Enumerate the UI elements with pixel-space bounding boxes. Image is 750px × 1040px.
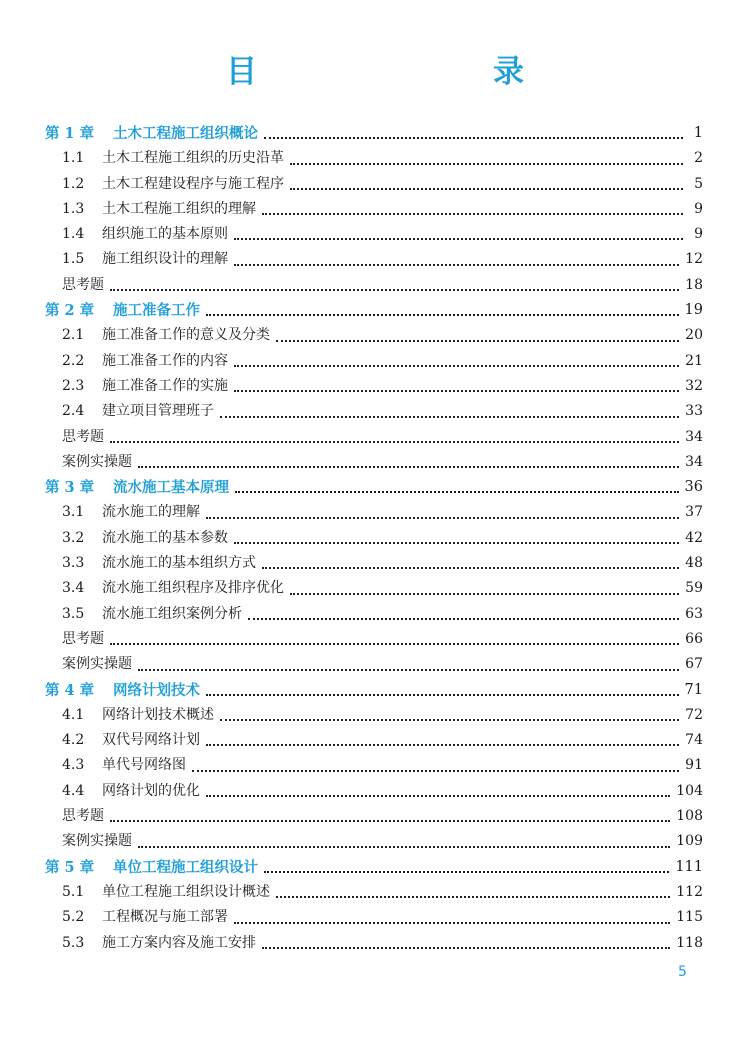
toc-entry-number: 2.1: [62, 327, 85, 344]
toc-entry-page: 12: [685, 251, 703, 268]
toc-entry-number: 1.2: [62, 175, 85, 192]
toc-entry-number: 3.1: [62, 504, 85, 521]
toc-section-entry[interactable]: [45, 349, 703, 374]
toc-entry-label: 组织施工的基本原则: [102, 226, 228, 243]
toc-entry-page: 32: [685, 377, 703, 394]
toc-entry-page: 9: [694, 200, 703, 217]
toc-entry-number: 5.3: [62, 934, 85, 951]
toc-extra-entry[interactable]: [45, 273, 703, 298]
dot-leader: [220, 416, 679, 418]
toc-entry-page: 18: [685, 276, 703, 293]
toc-section-entry[interactable]: [45, 728, 703, 753]
dot-leader: [138, 669, 679, 671]
toc-entry-number: 1.3: [62, 200, 85, 217]
toc-entry-number: 5.2: [62, 909, 85, 926]
dot-leader: [206, 314, 679, 316]
toc-entry-number: 2.4: [62, 403, 85, 420]
toc-entry-number: 4.1: [62, 706, 85, 723]
toc-chapter-entry[interactable]: [45, 855, 703, 880]
toc-extra-entry[interactable]: [45, 804, 703, 829]
toc-section-entry[interactable]: [45, 247, 703, 272]
dot-leader: [138, 846, 670, 848]
dot-leader: [192, 770, 679, 772]
toc-entry-number: 第 1 章: [45, 125, 95, 142]
table-of-contents: [45, 121, 703, 956]
toc-extra-entry[interactable]: [45, 652, 703, 677]
toc-entry-page: 91: [685, 757, 703, 774]
toc-entry-label: 案例实操题: [62, 453, 132, 470]
toc-entry-label: 土木工程施工组织概论: [113, 125, 258, 142]
toc-entry-label: 单位工程施工组织设计: [113, 858, 258, 876]
toc-entry-label: 流水施工组织案例分析: [102, 605, 242, 622]
toc-entry-label: 土木工程建设程序与施工程序: [102, 175, 284, 192]
toc-entry-number: 1.1: [62, 150, 85, 167]
toc-extra-entry[interactable]: [45, 627, 703, 652]
toc-entry-number: 第 3 章: [45, 479, 95, 497]
toc-entry-page: 1: [693, 125, 703, 141]
toc-entry-label: 单位工程施工组织设计概述: [102, 883, 270, 900]
toc-entry-page: 48: [685, 555, 703, 572]
toc-entry-label: 单代号网络图: [102, 757, 186, 774]
toc-entry-number: 第 4 章: [45, 681, 95, 699]
toc-section-entry[interactable]: [45, 880, 703, 905]
toc-entry-label: 案例实操题: [62, 656, 132, 673]
toc-entry-label: 土木工程施工组织的历史沿革: [102, 150, 284, 167]
toc-entry-number: 1.5: [62, 251, 85, 268]
toc-entry-page: 108: [676, 808, 703, 825]
dot-leader: [262, 213, 683, 215]
toc-entry-number: 4.3: [62, 757, 85, 774]
toc-entry-page: 63: [685, 605, 703, 622]
toc-entry-number: 5.1: [62, 883, 85, 900]
dot-leader: [206, 795, 670, 797]
dot-leader: [290, 593, 679, 595]
dot-leader: [110, 441, 679, 443]
toc-entry-page: 19: [684, 302, 703, 319]
toc-entry-number: 3.4: [62, 580, 85, 597]
toc-entry-label: 施工方案内容及施工安排: [102, 934, 256, 951]
dot-leader: [206, 744, 679, 746]
toc-section-entry[interactable]: [45, 222, 703, 247]
toc-entry-label: 流水施工的基本组织方式: [102, 555, 256, 572]
toc-entry-page: 112: [676, 883, 703, 900]
toc-section-entry[interactable]: [45, 197, 703, 222]
toc-entry-page: 37: [685, 504, 703, 521]
dot-leader: [234, 238, 683, 240]
dot-leader: [264, 871, 669, 873]
dot-leader: [235, 491, 679, 493]
toc-section-entry[interactable]: [45, 602, 703, 627]
toc-entry-page: 21: [685, 352, 703, 369]
toc-entry-page: 67: [685, 656, 703, 673]
toc-section-entry[interactable]: [45, 500, 703, 525]
dot-leader: [264, 137, 683, 139]
toc-entry-number: 3.5: [62, 605, 85, 622]
toc-section-entry[interactable]: [45, 753, 703, 778]
toc-section-entry[interactable]: [45, 551, 703, 576]
toc-entry-label: 网络计划技术概述: [102, 706, 214, 723]
dot-leader: [234, 365, 679, 367]
toc-section-entry[interactable]: [45, 323, 703, 348]
toc-entry-page: 66: [685, 630, 703, 647]
toc-entry-label: 流水施工的理解: [102, 504, 200, 521]
toc-entry-label: 案例实操题: [62, 833, 132, 850]
dot-leader: [262, 567, 679, 569]
dot-leader: [220, 719, 679, 721]
dot-leader: [276, 896, 670, 898]
toc-entry-label: 施工准备工作: [113, 302, 200, 320]
toc-entry-label: 网络计划技术: [113, 681, 200, 699]
toc-entry-page: 111: [675, 858, 703, 875]
toc-entry-number: 3.3: [62, 555, 85, 572]
toc-entry-page: 34: [685, 453, 703, 470]
toc-entry-label: 建立项目管理班子: [102, 403, 214, 420]
page-title: 目 录: [226, 54, 582, 90]
toc-entry-label: 流水施工组织程序及排序优化: [102, 580, 284, 597]
toc-entry-page: 109: [676, 833, 703, 850]
dot-leader: [110, 289, 679, 291]
toc-chapter-entry[interactable]: [45, 298, 703, 323]
toc-entry-page: 36: [684, 479, 703, 496]
toc-entry-page: 5: [694, 175, 703, 192]
toc-entry-page: 20: [685, 327, 703, 344]
toc-entry-number: 第 2 章: [45, 302, 95, 320]
toc-entry-label: 网络计划的优化: [102, 782, 200, 799]
dot-leader: [234, 542, 679, 544]
toc-chapter-entry[interactable]: [45, 475, 703, 500]
toc-entry-label: 工程概况与施工部署: [102, 909, 228, 926]
toc-entry-label: 土木工程施工组织的理解: [102, 200, 256, 217]
toc-entry-page: 115: [676, 909, 703, 926]
toc-entry-label: 思考题: [62, 808, 104, 825]
toc-entry-label: 施工组织设计的理解: [102, 251, 228, 268]
dot-leader: [110, 820, 670, 822]
dot-leader: [206, 694, 679, 696]
toc-entry-label: 施工准备工作的内容: [102, 352, 228, 369]
dot-leader: [234, 922, 670, 924]
toc-section-entry[interactable]: [45, 931, 703, 956]
dot-leader: [290, 163, 683, 165]
toc-entry-label: 双代号网络计划: [102, 732, 200, 749]
toc-section-entry[interactable]: [45, 703, 703, 728]
toc-entry-number: 2.3: [62, 377, 85, 394]
toc-chapter-entry[interactable]: [45, 678, 703, 703]
toc-entry-page: 9: [694, 226, 703, 243]
toc-entry-number: 3.2: [62, 529, 85, 546]
dot-leader: [234, 390, 679, 392]
dot-leader: [110, 643, 679, 645]
toc-section-entry[interactable]: [45, 526, 703, 551]
toc-section-entry[interactable]: [45, 146, 703, 171]
toc-extra-entry[interactable]: [45, 450, 703, 475]
toc-entry-number: 第 5 章: [45, 858, 95, 876]
toc-entry-page: 42: [685, 529, 703, 546]
toc-entry-label: 流水施工的基本参数: [102, 529, 228, 546]
toc-entry-label: 流水施工基本原理: [113, 479, 229, 497]
toc-entry-page: 33: [685, 403, 703, 420]
toc-entry-number: 2.2: [62, 352, 85, 369]
toc-section-entry[interactable]: [45, 905, 703, 930]
toc-entry-number: 1.4: [62, 226, 85, 243]
toc-entry-page: 104: [676, 782, 703, 799]
dot-leader: [248, 618, 679, 620]
toc-section-entry[interactable]: [45, 374, 703, 399]
toc-entry-label: 思考题: [62, 276, 104, 293]
toc-entry-number: 4.4: [62, 782, 85, 799]
toc-entry-page: 71: [684, 681, 703, 698]
toc-section-entry[interactable]: [45, 399, 703, 424]
dot-leader: [234, 264, 679, 266]
dot-leader: [276, 340, 679, 342]
dot-leader: [290, 188, 683, 190]
dot-leader: [206, 517, 679, 519]
toc-entry-label: 思考题: [62, 428, 104, 445]
page-number: 5: [678, 964, 687, 980]
toc-entry-page: 118: [676, 934, 703, 951]
toc-entry-page: 2: [694, 150, 703, 167]
dot-leader: [138, 466, 679, 468]
toc-extra-entry[interactable]: [45, 829, 703, 854]
toc-entry-number: 4.2: [62, 732, 85, 749]
toc-section-entry[interactable]: [45, 172, 703, 197]
toc-section-entry[interactable]: [45, 576, 703, 601]
toc-entry-page: 72: [685, 706, 703, 723]
toc-entry-label: 施工准备工作的意义及分类: [102, 327, 270, 344]
toc-entry-page: 74: [685, 732, 703, 749]
toc-entry-page: 59: [685, 580, 703, 597]
toc-entry-label: 施工准备工作的实施: [102, 377, 228, 394]
toc-entry-label: 思考题: [62, 630, 104, 647]
toc-extra-entry[interactable]: [45, 425, 703, 450]
toc-section-entry[interactable]: [45, 779, 703, 804]
toc-entry-page: 34: [685, 428, 703, 445]
toc-chapter-entry[interactable]: [45, 121, 703, 146]
dot-leader: [262, 947, 670, 949]
